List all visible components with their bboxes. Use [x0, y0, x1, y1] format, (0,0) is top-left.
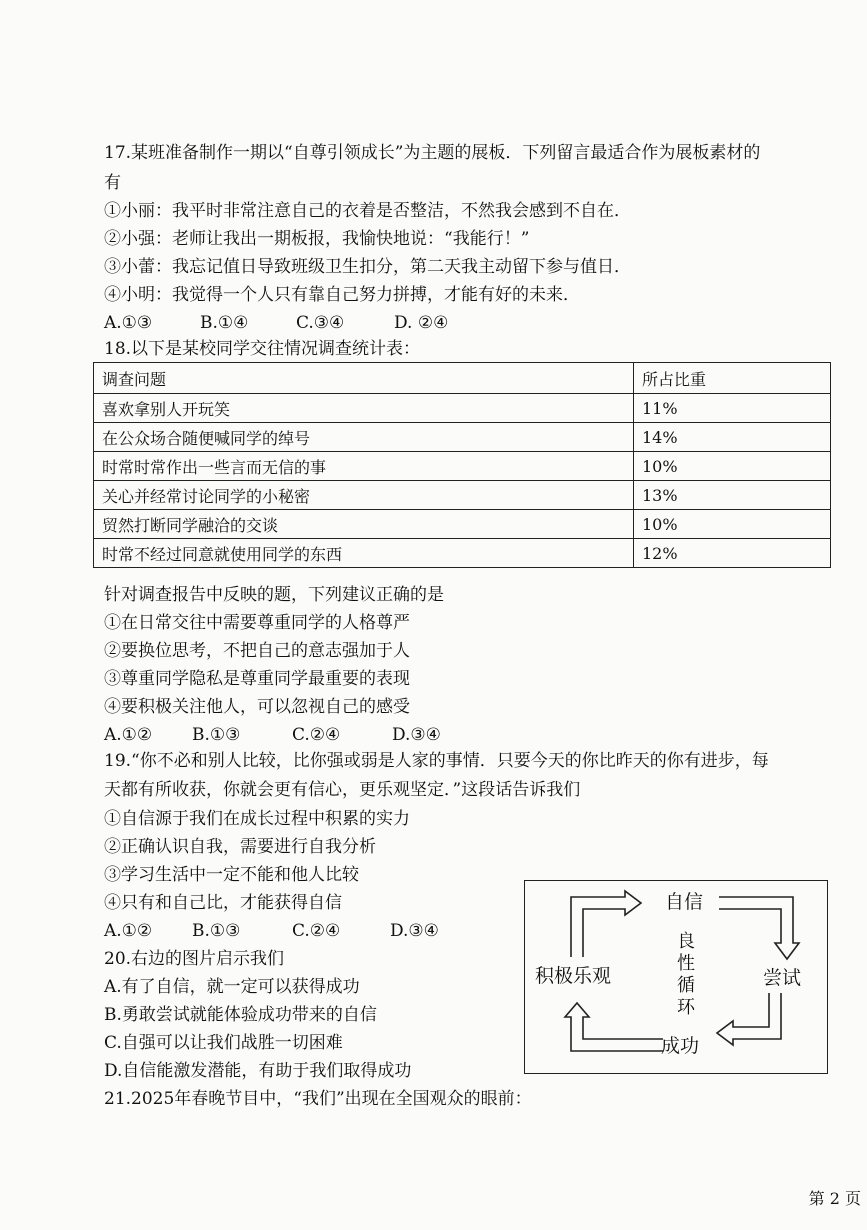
arrow-to-success [717, 993, 781, 1045]
q18-prompt: 针对调查报告中反映的题，下列建议正确的是 [104, 585, 444, 605]
label-try: 尝试 [763, 967, 802, 989]
table-row [94, 423, 831, 452]
table-cell-ratio: 14% [634, 423, 831, 452]
survey-table [93, 362, 831, 568]
table-cell-question: 时常不经过同意就使用同学的东西 [94, 539, 634, 568]
q17-options [104, 310, 448, 336]
q18-option-a: A.①② [104, 725, 153, 745]
q20-option-a: A.有了自信，就一定可以获得成功 [104, 977, 360, 997]
table-row [94, 481, 831, 510]
q18-options [104, 722, 441, 748]
q19-option-b: B.①③ [192, 921, 241, 941]
table-header-question: 调查问题 [94, 363, 634, 394]
q17-option-d: D. ②④ [394, 313, 449, 333]
table-cell-ratio: 10% [634, 452, 831, 481]
q18-option-b: B.①③ [192, 725, 241, 745]
q18-item-2: ②要换位思考，不把自己的意志强加于人 [104, 641, 410, 661]
cycle-diagram [524, 880, 828, 1074]
table-row [94, 452, 831, 481]
table-header-row [94, 363, 831, 394]
q18-item-1: ①在日常交往中需要尊重同学的人格尊严 [104, 613, 410, 633]
q20-option-b: B.勇敢尝试就能体验成功带来的自信 [104, 1005, 377, 1025]
q19-item-1: ①自信源于我们在成长过程中积累的实力 [104, 809, 410, 829]
q17-item-4: ④小明：我觉得一个人只有靠自己努力拼搏，才能有好的未来． [104, 285, 580, 305]
q19-item-4: ④只有和自己比，才能获得自信 [104, 893, 342, 913]
table-cell-ratio: 10% [634, 510, 831, 539]
q18-stem: 18.以下是某校同学交往情况调查统计表： [104, 339, 421, 359]
label-confidence: 自信 [665, 891, 704, 913]
table-row [94, 510, 831, 539]
q18-item-4: ④要积极关注他人，可以忽视自己的感受 [104, 697, 410, 717]
q19-option-c: C.②④ [292, 921, 341, 941]
q19-item-2: ②正确认识自我，需要进行自我分析 [104, 837, 376, 857]
label-success: 成功 [661, 1035, 700, 1057]
center-char-1: 良 [677, 931, 695, 952]
center-char-2: 性 [677, 953, 695, 974]
table-cell-ratio: 12% [634, 539, 831, 568]
arrow-to-confidence [571, 891, 641, 957]
table-row [94, 539, 831, 568]
page-number: 第 2 页 [808, 1189, 861, 1208]
label-optimism: 积极乐观 [535, 965, 612, 987]
center-char-4: 环 [677, 997, 695, 1018]
table-row [94, 394, 831, 423]
arrow-to-try [719, 897, 799, 959]
table-header-ratio: 所占比重 [634, 363, 831, 394]
center-char-3: 循 [677, 975, 695, 996]
q17-item-3: ③小蕾：我忘记值日导致班级卫生扣分，第二天我主动留下参与值日． [104, 257, 631, 277]
table-cell-question: 贸然打断同学融洽的交谈 [94, 510, 634, 539]
q21-stem: 21.2025年春晚节目中，“我们”出现在全国观众的眼前： [104, 1089, 532, 1109]
q17-item-2: ②小强：老师让我出一期板报，我愉快地说：“我能行！” [104, 229, 530, 249]
q19-item-3: ③学习生活中一定不能和他人比较 [104, 865, 359, 885]
q19-option-d: D.③④ [390, 921, 439, 941]
q19-option-a: A.①② [104, 921, 153, 941]
q19-stem-line1: 19.“你不必和别人比较，比你强或弱是人家的事情．只要今天的你比昨天的你有进步，每 [104, 751, 769, 771]
q18-option-c: C.②④ [292, 725, 341, 745]
q19-options [104, 918, 439, 944]
q17-option-b: B.①④ [200, 313, 249, 333]
q20-option-d: D.自信能激发潜能，有助于我们取得成功 [104, 1061, 412, 1081]
q17-stem-line2: 有 [104, 173, 121, 193]
q20-option-c: C.自强可以让我们战胜一切困难 [104, 1033, 343, 1053]
q19-stem-line2: 天都有所收获，你就会更有信心，更乐观坚定．”这段话告诉我们 [104, 780, 581, 800]
q17-option-a: A.①③ [104, 313, 153, 333]
q18-item-3: ③尊重同学隐私是尊重同学最重要的表现 [104, 669, 410, 689]
q17-item-1: ①小丽：我平时非常注意自己的衣着是否整洁，不然我会感到不自在． [104, 201, 631, 221]
arrow-to-optimism [565, 1003, 663, 1051]
q18-option-d: D.③④ [392, 725, 441, 745]
q17-option-c: C.③④ [296, 313, 345, 333]
q20-stem: 20.右边的图片启示我们 [104, 949, 285, 969]
table-cell-question: 关心并经常讨论同学的小秘密 [94, 481, 634, 510]
q17-stem-line1: 17.某班准备制作一期以“自尊引领成长”为主题的展板．下列留言最适合作为展板素材的 [104, 143, 761, 163]
table-cell-question: 时常时常作出一些言而无信的事 [94, 452, 634, 481]
table-cell-question: 在公众场合随便喊同学的绰号 [94, 423, 634, 452]
table-cell-ratio: 13% [634, 481, 831, 510]
table-cell-question: 喜欢拿别人开玩笑 [94, 394, 634, 423]
table-cell-ratio: 11% [634, 394, 831, 423]
